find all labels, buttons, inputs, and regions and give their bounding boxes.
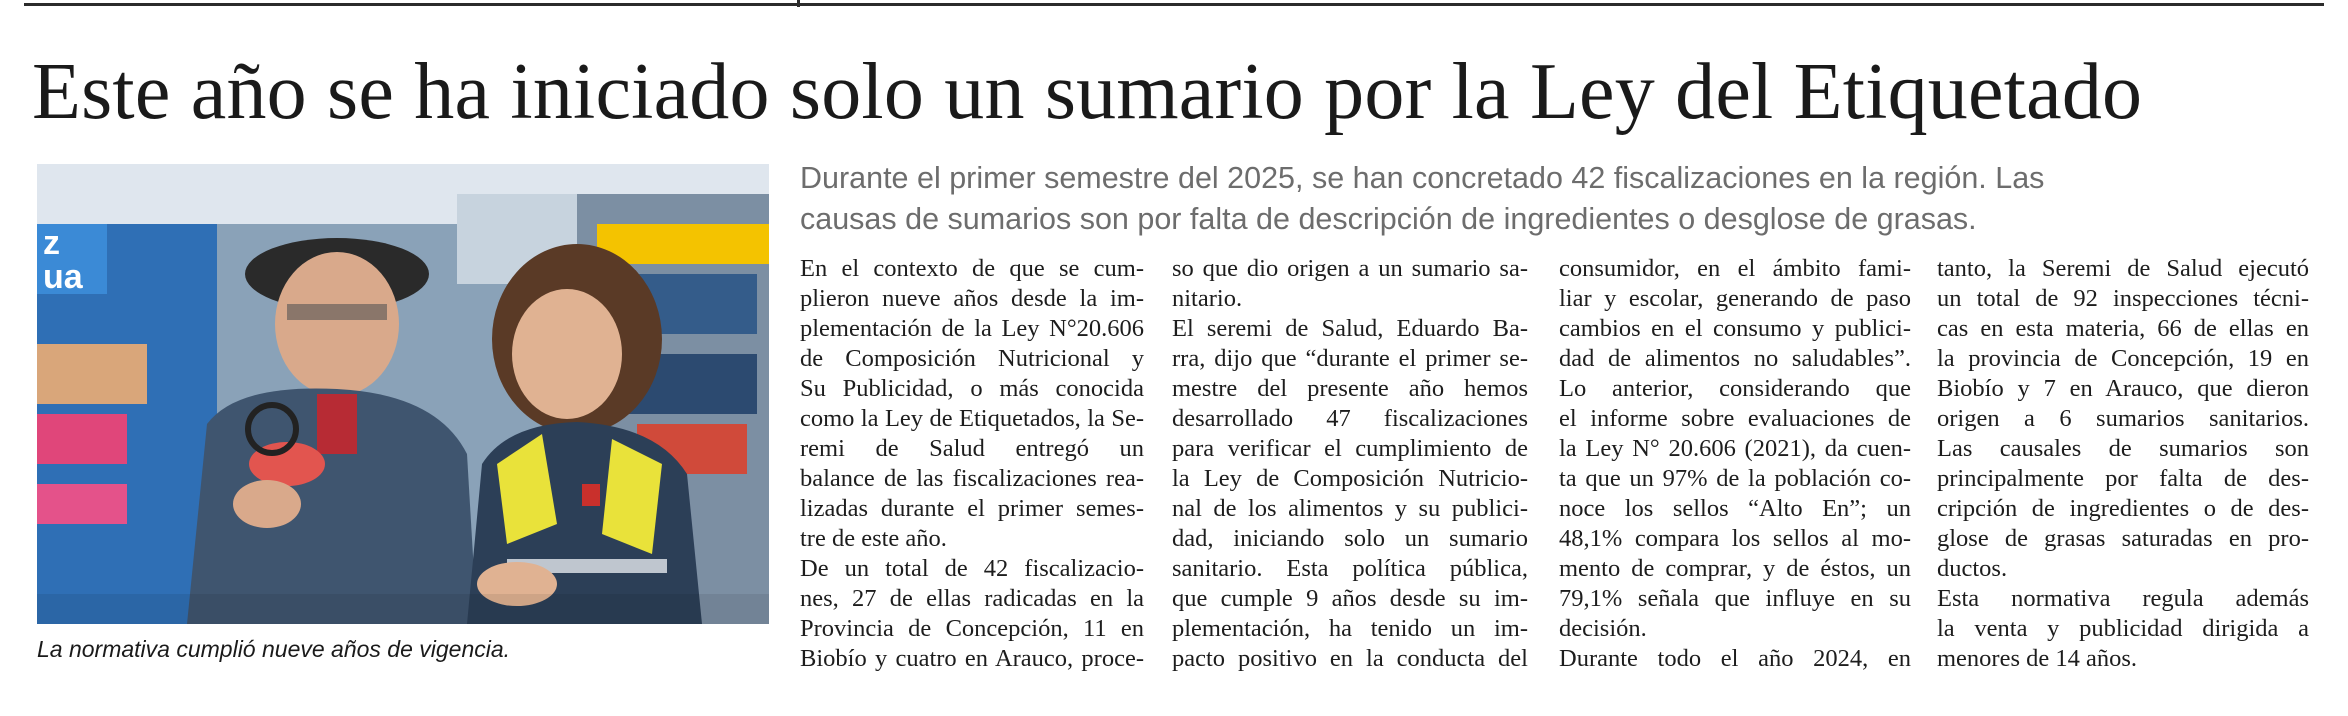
column-line: sanitario. Esta política pública, bbox=[1172, 555, 1528, 582]
column-line: ta que un 97% de la población co- bbox=[1559, 465, 1911, 492]
column-line: dad de alimentos no saludables”. bbox=[1559, 345, 1911, 372]
column-line: para verificar el cumplimiento de bbox=[1172, 435, 1528, 462]
svg-text:ua: ua bbox=[43, 258, 83, 296]
column-line: rra, dijo que “durante el primer se- bbox=[1172, 345, 1528, 372]
column-line: consumidor, en el ámbito fami- bbox=[1559, 255, 1911, 282]
column-line: 79,1% señala que influye en su bbox=[1559, 585, 1911, 612]
column-line: que cumple 9 años desde su im- bbox=[1172, 585, 1528, 612]
column-line: mento de comprar, y de éstos, un bbox=[1559, 555, 1911, 582]
column-line: Durante todo el año 2024, en bbox=[1559, 645, 1911, 672]
column-line: plieron nueve años desde la im- bbox=[800, 285, 1144, 312]
column-line: Las causales de sumarios son bbox=[1937, 435, 2309, 462]
column-line: plementación, ha tenido un im- bbox=[1172, 615, 1528, 642]
column-line: plementación de la Ley N°20.606 bbox=[800, 315, 1144, 342]
deck-line: causas de sumarios son por falta de descripción de ingredientes o desglose de grasas. bbox=[800, 202, 1977, 236]
column-line: decisión. bbox=[1559, 615, 1647, 642]
column-line: dad, iniciando solo un sumario bbox=[1172, 525, 1528, 552]
column-line: nal de los alimentos y su publici- bbox=[1172, 495, 1528, 522]
column-line: Esta normativa regula además bbox=[1937, 585, 2309, 612]
column-line: desarrollado 47 fiscalizaciones bbox=[1172, 405, 1528, 432]
column-line: remi de Salud entregó un bbox=[800, 435, 1144, 462]
text-column-4 bbox=[1937, 254, 2309, 674]
headline: Este año se ha iniciado solo un sumario por la Ley del Etiquetado bbox=[32, 48, 2143, 136]
photo-caption: La normativa cumplió nueve años de vigencia. bbox=[37, 636, 511, 662]
text-column-3 bbox=[1559, 254, 1911, 674]
column-line: ductos. bbox=[1937, 555, 2008, 582]
text-column-2 bbox=[1172, 254, 1528, 674]
column-line: De un total de 42 fiscalizacio- bbox=[800, 555, 1144, 582]
column-line: la Ley de Composición Nutricio- bbox=[1172, 465, 1528, 492]
top-rule bbox=[24, 3, 2324, 6]
article-deck bbox=[800, 158, 2330, 240]
column-line: la Ley N° 20.606 (2021), da cuen- bbox=[1559, 435, 1911, 462]
column-line: liar y escolar, generando de paso bbox=[1559, 285, 1911, 312]
column-line: cripción de ingredientes o de des- bbox=[1937, 495, 2309, 522]
column-line: la provincia de Concepción, 19 en bbox=[1937, 345, 2309, 372]
column-line: Biobío y 7 en Arauco, que dieron bbox=[1937, 375, 2309, 402]
column-line: Provincia de Concepción, 11 en bbox=[800, 615, 1144, 642]
article-photo bbox=[37, 164, 769, 624]
column-line: glose de grasas saturadas en pro- bbox=[1937, 525, 2309, 552]
column-line: nitario. bbox=[1172, 285, 1243, 312]
column-line: Lo anterior, considerando que bbox=[1559, 375, 1911, 402]
column-line: origen a 6 sumarios sanitarios. bbox=[1937, 405, 2309, 432]
column-line: El seremi de Salud, Eduardo Ba- bbox=[1172, 315, 1528, 342]
column-line: tanto, la Seremi de Salud ejecutó bbox=[1937, 255, 2309, 282]
column-line: Biobío y cuatro en Arauco, proce- bbox=[800, 645, 1144, 672]
top-rule-tick bbox=[797, 0, 800, 7]
column-line: como la Ley de Etiquetados, la Se- bbox=[800, 405, 1144, 432]
deck-line: Durante el primer semestre del 2025, se han concretado 42 fiscalizaciones en la región. Las bbox=[800, 161, 2045, 195]
column-line: cambios en el consumo y publici- bbox=[1559, 315, 1911, 342]
column-line: nes, 27 de ellas radicadas en la bbox=[800, 585, 1144, 612]
column-line: pacto positivo en la conducta del bbox=[1172, 645, 1528, 672]
column-line: 48,1% compara los sellos al mo- bbox=[1559, 525, 1911, 552]
column-line: el informe sobre evaluaciones de bbox=[1559, 405, 1911, 432]
column-line: balance de las fiscalizaciones rea- bbox=[800, 465, 1144, 492]
svg-text:z: z bbox=[43, 224, 60, 262]
column-line: Su Publicidad, o más conocida bbox=[800, 375, 1144, 402]
column-line: tre de este año. bbox=[800, 525, 947, 552]
column-line: lizadas durante el primer semes- bbox=[800, 495, 1144, 522]
column-line: principalmente por falta de des- bbox=[1937, 465, 2309, 492]
column-line: un total de 92 inspecciones técni- bbox=[1937, 285, 2309, 312]
column-line: so que dio origen a un sumario sa- bbox=[1172, 255, 1528, 282]
column-line: mestre del presente año hemos bbox=[1172, 375, 1528, 402]
column-line: En el contexto de que se cum- bbox=[800, 255, 1144, 282]
column-line: noce los sellos “Alto En”; un bbox=[1559, 495, 1911, 522]
column-line: menores de 14 años. bbox=[1937, 645, 2138, 672]
text-column-1 bbox=[800, 254, 1144, 674]
column-line: la venta y publicidad dirigida a bbox=[1937, 615, 2309, 642]
column-line: cas en esta materia, 66 de ellas en bbox=[1937, 315, 2309, 342]
column-line: de Composición Nutricional y bbox=[800, 345, 1144, 372]
